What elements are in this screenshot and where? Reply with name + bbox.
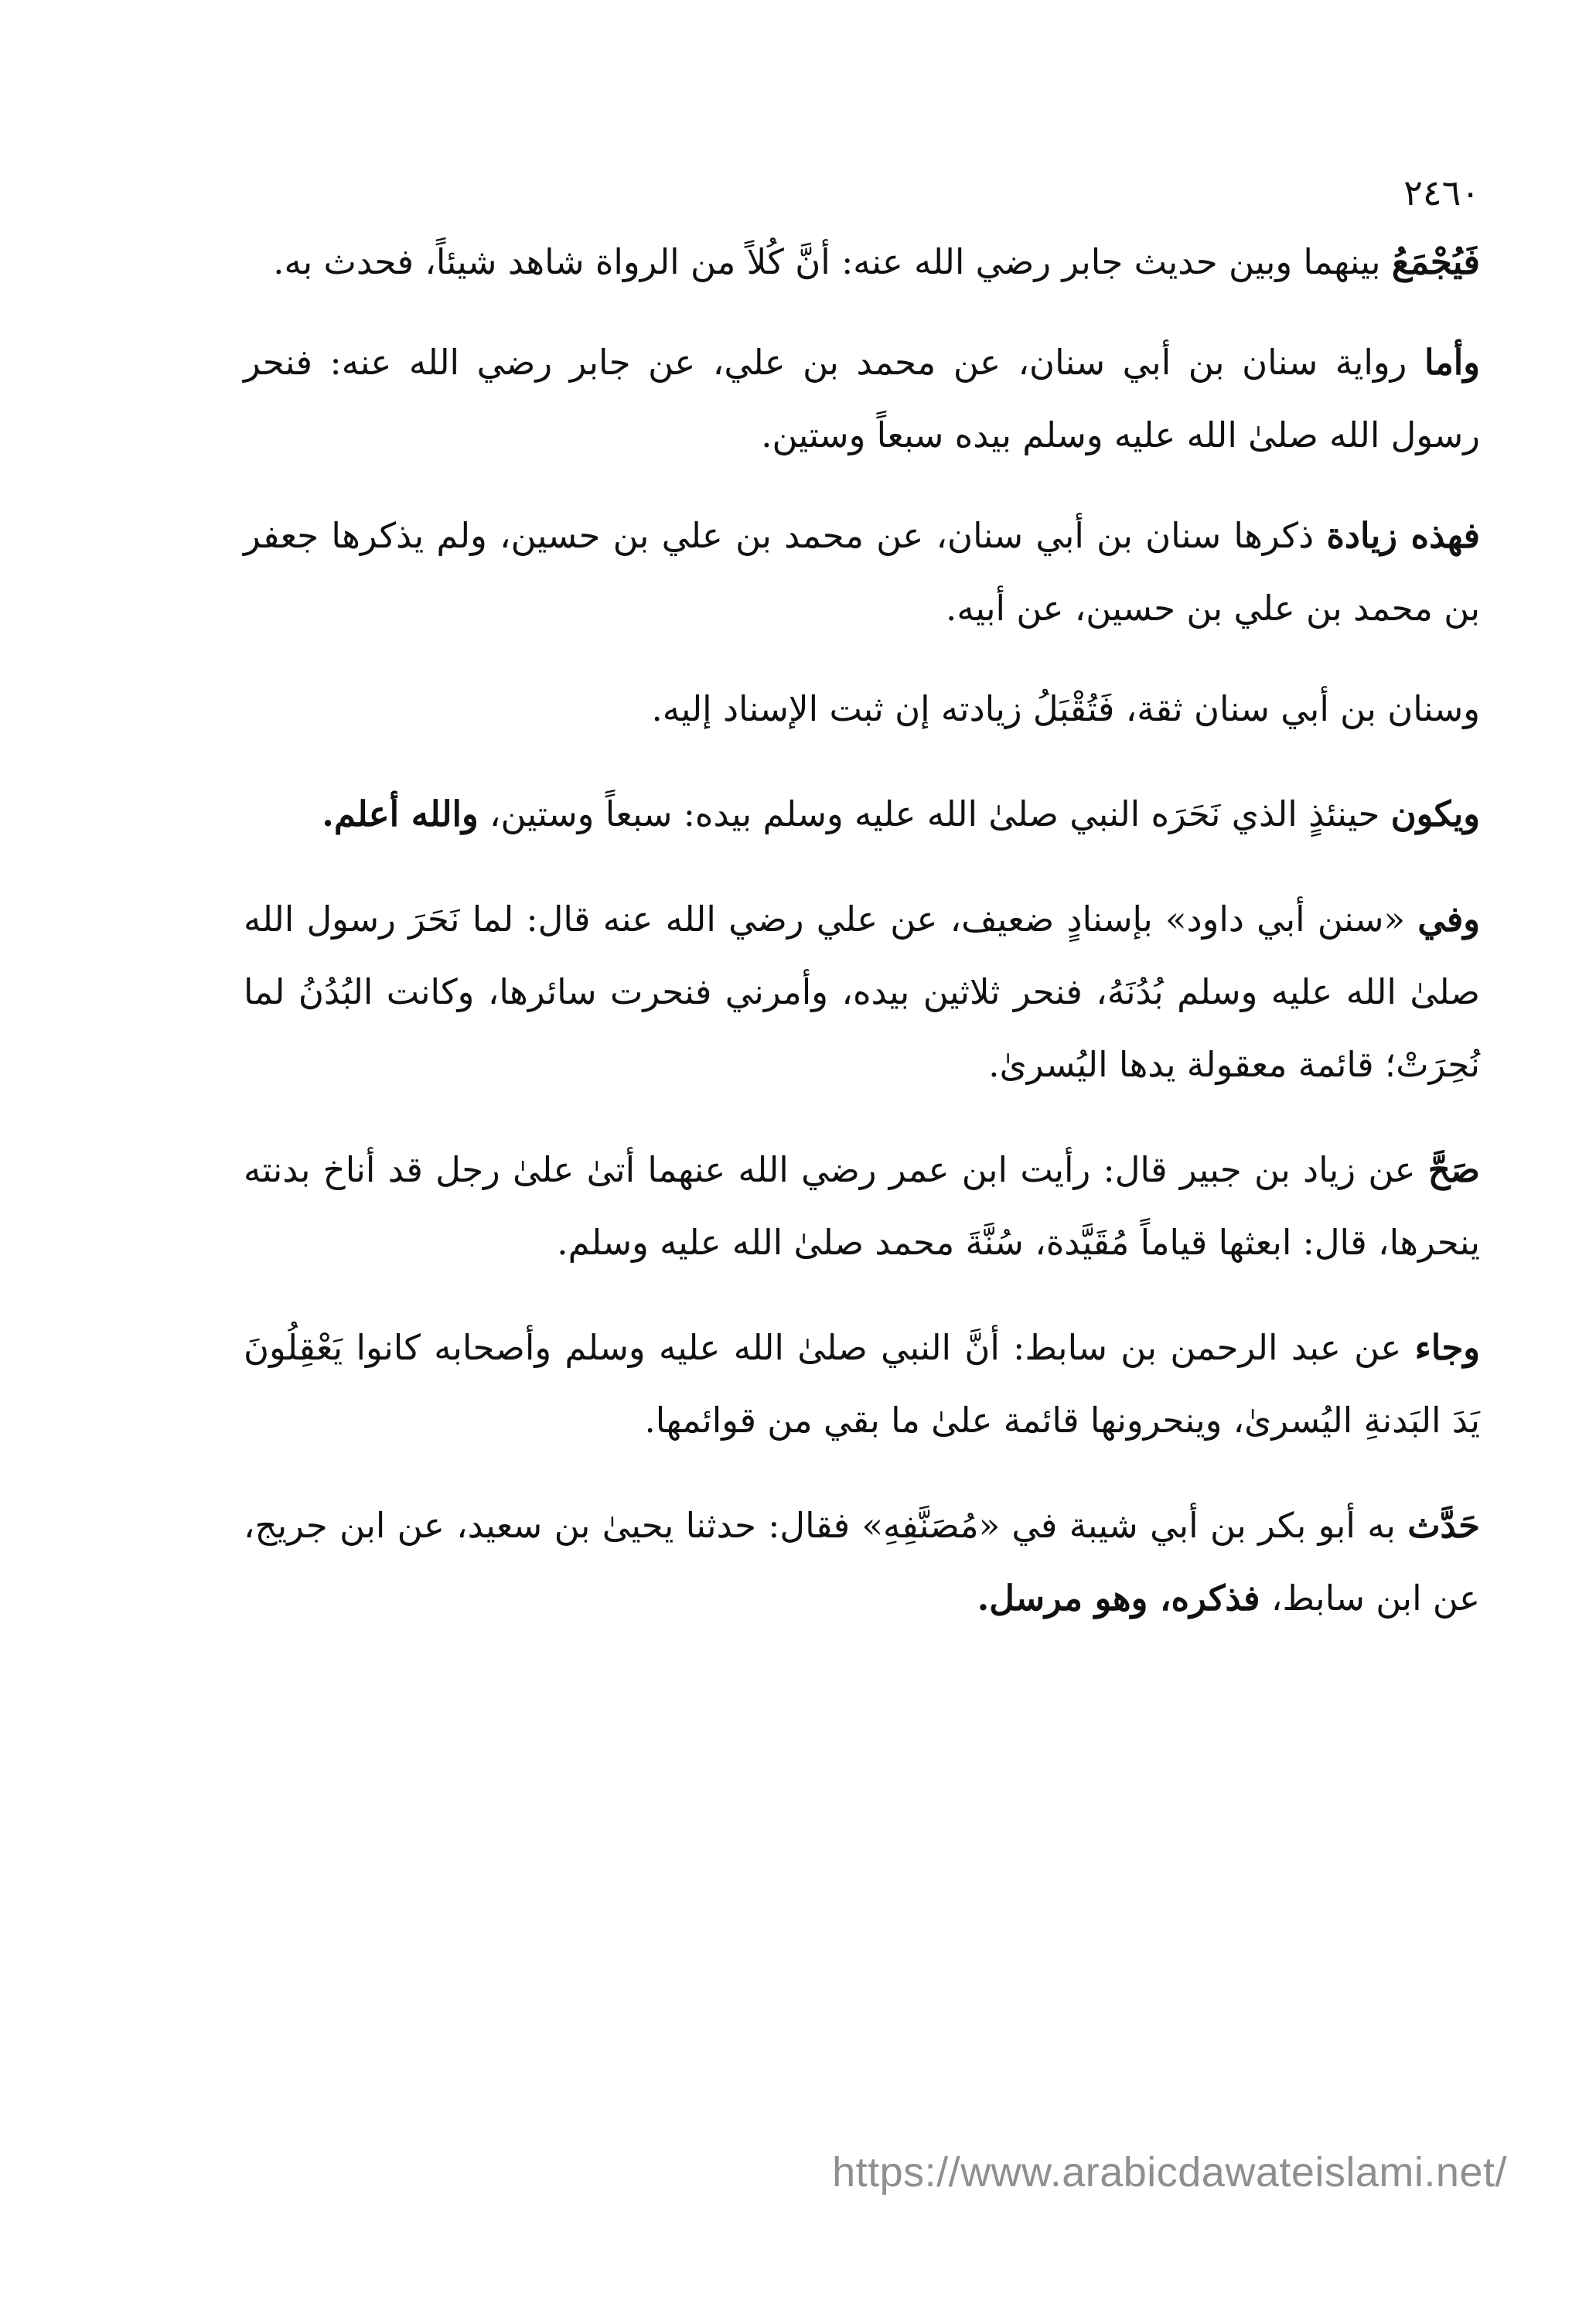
paragraph xyxy=(244,1312,1480,1457)
paragraph-text: وسنان بن أبي سنان ثقة، فَتُقْبَلُ زيادته إن ثبت الإسناد إليه. xyxy=(651,688,1480,729)
paragraph-lead: ويكون xyxy=(1390,793,1480,834)
paragraph-text: به أبو بكر بن أبي شيبة في «مُصَنَّفِهِ» فقال: حدثنا يحيىٰ بن سعيد، عن ابن جريج، عن ابن سابط، xyxy=(244,1505,1480,1619)
paragraph xyxy=(244,1134,1480,1279)
paragraph-lead: حَدَّث xyxy=(1407,1505,1480,1546)
paragraph-lead: وفي xyxy=(1417,899,1480,940)
paragraph-lead: فَيُجْمَعُ xyxy=(1391,241,1480,282)
paragraph-text: ذكرها سنان بن أبي سنان، عن محمد بن علي بن حسين، ولم يذكرها جعفر بن محمد بن علي بن حسين، عن أبيه. xyxy=(244,515,1480,629)
paragraph-text: حينئذٍ الذي نَحَرَه النبي صلىٰ الله عليه وسلم بيده: سبعاً وستين، xyxy=(478,793,1391,834)
paragraph xyxy=(244,1489,1480,1635)
paragraph xyxy=(244,500,1480,645)
paragraph-lead: فهذه زيادة xyxy=(1326,515,1480,556)
paragraph-closing-phrase: والله أعلم. xyxy=(322,793,479,834)
paragraph-lead: وجاء xyxy=(1414,1327,1480,1368)
paragraph xyxy=(244,778,1480,851)
paragraph-lead: وأما xyxy=(1424,342,1480,383)
paragraph xyxy=(244,673,1480,745)
text-body xyxy=(244,226,1480,1667)
paragraph-text: عن عبد الرحمن بن سابط: أنَّ النبي صلىٰ الله عليه وسلم وأصحابه كانوا يَعْقِلُونَ يَدَ البَدنةِ اليُسرىٰ، وينحرونها قائمة علىٰ ما بقي من قوائمها. xyxy=(244,1327,1480,1441)
paragraph-lead: صَحَّ xyxy=(1427,1149,1480,1190)
paragraph-closing-phrase: فذكره، وهو مرسل. xyxy=(977,1578,1260,1619)
page-number: ٢٤٦٠ xyxy=(1403,172,1480,213)
paragraph xyxy=(244,226,1480,299)
paragraph-text: رواية سنان بن أبي سنان، عن محمد بن علي، عن جابر رضي الله عنه: فنحر رسول الله صلىٰ الله عليه وسلم بيده سبعاً وستين. xyxy=(244,342,1480,455)
source-url-watermark: https://www.arabicdawateislami.net/ xyxy=(832,2149,1507,2196)
paragraph-text: «سنن أبي داود» بإسنادٍ ضعيف، عن علي رضي الله عنه قال: لما نَحَرَ رسول الله صلىٰ الله عليه وسلم بُدُنَهُ، فنحر ثلاثين بيده، وأمرني فنحرت سائرها، وكانت البُدُنُ لما نُحِرَتْ؛ قائمة معقولة يدها اليُسرىٰ. xyxy=(244,899,1481,1085)
paragraph-text: عن زياد بن جبير قال: رأيت ابن عمر رضي الله عنهما أتىٰ علىٰ رجل قد أناخ بدنته ينحرها، قال: ابعثها قياماً مُقَيَّدة، سُنَّةَ محمد صلىٰ الله عليه وسلم. xyxy=(244,1149,1480,1263)
paragraph xyxy=(244,326,1480,472)
paragraph xyxy=(244,883,1480,1101)
paragraph-text: بينهما وبين حديث جابر رضي الله عنه: أنَّ كُلاً من الرواة شاهد شيئاً، فحدث به. xyxy=(273,241,1392,282)
